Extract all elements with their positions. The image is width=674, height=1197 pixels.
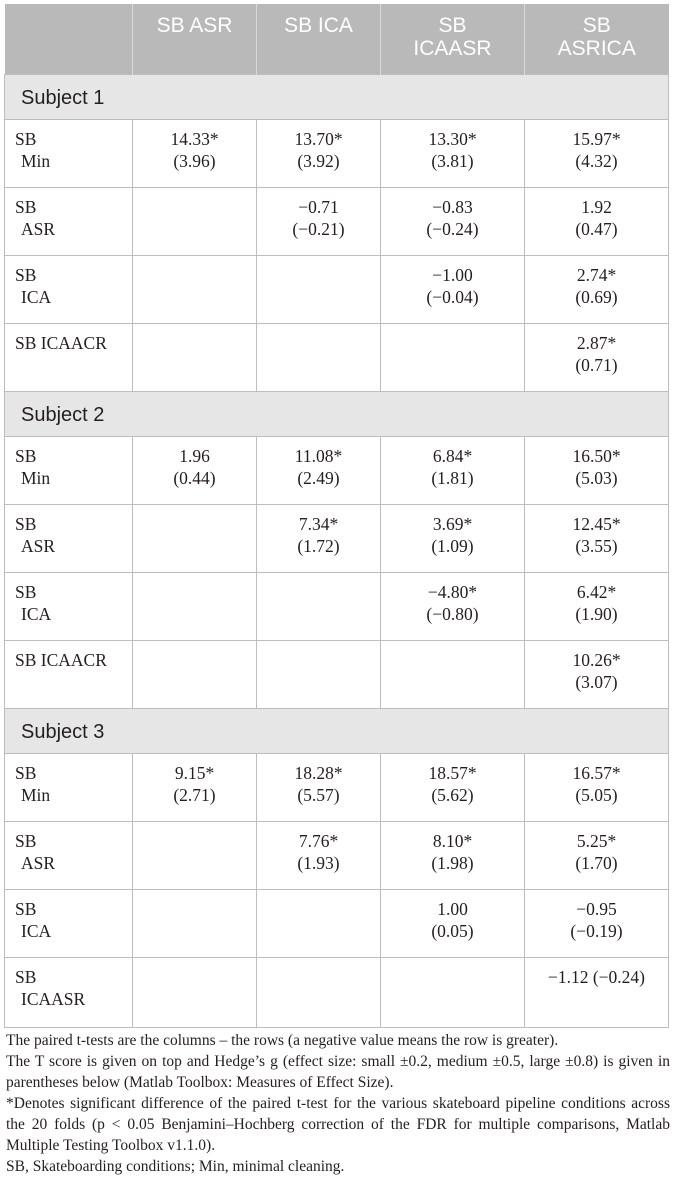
- table-cell: [381, 753, 525, 821]
- table-cell: [133, 889, 257, 957]
- table-cell: [133, 323, 257, 391]
- row-label-line: Min: [21, 150, 51, 171]
- row-label-line: SB: [15, 128, 37, 149]
- t-score: 10.26*: [572, 649, 621, 670]
- row-label-line: Min: [21, 467, 51, 488]
- table-cell: [133, 436, 257, 504]
- subject-group-row: [5, 391, 669, 436]
- table-cell: [525, 753, 669, 821]
- column-header-line: SB: [582, 14, 611, 37]
- t-score: 13.30*: [428, 128, 477, 149]
- hedges-g: (−0.04): [426, 286, 479, 307]
- table-cell: [525, 572, 669, 640]
- table-cell: [257, 957, 381, 1027]
- row-label-line: ICA: [21, 920, 52, 941]
- row-label: [5, 436, 133, 504]
- t-score: −1.12 (−0.24): [547, 966, 646, 987]
- t-score: −0.83: [432, 196, 473, 217]
- hedges-g: (1.90): [575, 603, 618, 624]
- table-cell: [257, 187, 381, 255]
- subject-title: Subject 1: [5, 74, 669, 119]
- table-cell: [381, 640, 525, 708]
- t-score: 1.92: [581, 196, 612, 217]
- table-row: [5, 255, 669, 323]
- table-cell: [257, 640, 381, 708]
- row-label-line: SB: [15, 830, 37, 851]
- hedges-g: (1.93): [297, 852, 340, 873]
- row-label: [5, 753, 133, 821]
- row-label-line: ICA: [21, 603, 52, 624]
- hedges-g: (5.05): [575, 784, 618, 805]
- t-score: 18.28*: [294, 762, 343, 783]
- t-score: 3.69*: [432, 513, 473, 534]
- table-cell: [381, 504, 525, 572]
- table-cell: [525, 889, 669, 957]
- hedges-g: (1.81): [431, 467, 474, 488]
- table-cell: [257, 323, 381, 391]
- header-row: [5, 4, 669, 74]
- table-row: [5, 753, 669, 821]
- table-cell: [257, 572, 381, 640]
- table-row: [5, 957, 669, 1027]
- t-score: 1.00: [437, 898, 468, 919]
- hedges-g: (2.71): [173, 784, 216, 805]
- row-label-line: SB: [15, 898, 37, 919]
- table-cell: [133, 187, 257, 255]
- hedges-g: (0.69): [575, 286, 618, 307]
- t-score: 14.33*: [170, 128, 219, 149]
- table-cell: [381, 187, 525, 255]
- table-row: [5, 436, 669, 504]
- table-cell: [133, 119, 257, 187]
- t-score: −4.80*: [427, 581, 478, 602]
- t-score: 16.50*: [572, 445, 621, 466]
- row-label-line: Min: [21, 784, 51, 805]
- t-score: 12.45*: [572, 513, 621, 534]
- table-row: [5, 821, 669, 889]
- row-label: [5, 821, 133, 889]
- hedges-g: (3.55): [575, 535, 618, 556]
- subject-title: Subject 3: [5, 708, 669, 753]
- column-header-line: ASRICA: [557, 37, 636, 60]
- table-cell: [133, 640, 257, 708]
- subject-group-row: [5, 708, 669, 753]
- footnote-effect-size: The T score is given on top and Hedge’s g (effect size: small ±0.2, medium ±0.5, large ±0.8) is given in parentheses below (Matlab Toolbox: Measures of Effect Size).: [6, 1053, 670, 1091]
- table-cell: [257, 821, 381, 889]
- subject-group-row: [5, 74, 669, 119]
- t-score: −0.95: [576, 898, 617, 919]
- t-score: 5.25*: [576, 830, 617, 851]
- row-label: [5, 187, 133, 255]
- hedges-g: (−0.21): [292, 218, 345, 239]
- t-score: 2.74*: [576, 264, 617, 285]
- t-score: 6.42*: [576, 581, 617, 602]
- hedges-g: (−0.80): [426, 603, 479, 624]
- row-label-line: SB: [15, 762, 37, 783]
- hedges-g: (5.62): [431, 784, 474, 805]
- row-label-line: ASR: [21, 218, 56, 239]
- table-cell: [381, 255, 525, 323]
- table-cell: [257, 119, 381, 187]
- row-label-line: SB: [15, 581, 37, 602]
- table-row: [5, 889, 669, 957]
- table-body: [5, 74, 669, 1027]
- header-corner-cell: [5, 4, 133, 74]
- hedges-g: (1.98): [431, 852, 474, 873]
- footnote-columns: The paired t-tests are the columns – the rows (a negative value means the row is greater).: [6, 1032, 559, 1049]
- row-label: [5, 957, 133, 1027]
- subject-title: Subject 2: [5, 391, 669, 436]
- t-score: 7.34*: [298, 513, 339, 534]
- table-cell: [525, 255, 669, 323]
- table-cell: [525, 187, 669, 255]
- row-label: [5, 504, 133, 572]
- table-cell: [381, 436, 525, 504]
- row-label: [5, 572, 133, 640]
- table-row: [5, 119, 669, 187]
- row-label-line: SB: [15, 445, 37, 466]
- column-header-line: SB: [438, 14, 467, 37]
- table-cell: [525, 119, 669, 187]
- hedges-g: (5.03): [575, 467, 618, 488]
- table-cell: [525, 323, 669, 391]
- column-header: [525, 4, 669, 74]
- results-table: [4, 4, 669, 1028]
- row-label: [5, 119, 133, 187]
- t-score: 15.97*: [572, 128, 621, 149]
- table-cell: [525, 436, 669, 504]
- t-score: 7.76*: [298, 830, 339, 851]
- table-cell: [525, 957, 669, 1027]
- column-header-line: SB ASR: [156, 14, 233, 37]
- t-score: 2.87*: [576, 332, 617, 353]
- table-cell: [525, 640, 669, 708]
- table-cell: [257, 255, 381, 323]
- table-cell: [381, 323, 525, 391]
- table-cell: [257, 436, 381, 504]
- hedges-g: (0.47): [575, 218, 618, 239]
- column-header: [257, 4, 381, 74]
- t-score: 16.57*: [572, 762, 621, 783]
- hedges-g: (2.49): [297, 467, 340, 488]
- hedges-g: (1.72): [297, 535, 340, 556]
- table-cell: [133, 753, 257, 821]
- row-label: [5, 640, 133, 708]
- hedges-g: (−0.19): [570, 920, 623, 941]
- row-label-line: ICAASR: [21, 988, 86, 1009]
- t-score: 8.10*: [432, 830, 473, 851]
- hedges-g: (−0.24): [426, 218, 479, 239]
- hedges-g: (0.71): [575, 354, 618, 375]
- row-label-line: SB: [15, 966, 37, 987]
- hedges-g: (3.07): [575, 671, 618, 692]
- table-cell: [133, 504, 257, 572]
- table-header: [5, 4, 669, 74]
- column-header-line: SB ICA: [284, 14, 353, 37]
- table-cell: [381, 572, 525, 640]
- hedges-g: (5.57): [297, 784, 340, 805]
- table-cell: [525, 821, 669, 889]
- t-score: −1.00: [432, 264, 473, 285]
- table-cell: [133, 572, 257, 640]
- t-score: 9.15*: [174, 762, 215, 783]
- table-cell: [381, 889, 525, 957]
- row-label-line: SB ICAACR: [15, 332, 107, 353]
- column-header-line: ICAASR: [413, 37, 492, 60]
- table-cell: [133, 957, 257, 1027]
- row-label: [5, 323, 133, 391]
- table-cell: [257, 753, 381, 821]
- hedges-g: (4.32): [575, 150, 618, 171]
- row-label-line: ICA: [21, 286, 52, 307]
- table-cell: [381, 957, 525, 1027]
- table-row: [5, 572, 669, 640]
- row-label-line: ASR: [21, 535, 56, 556]
- hedges-g: (0.44): [173, 467, 216, 488]
- hedges-g: (1.09): [431, 535, 474, 556]
- row-label: [5, 255, 133, 323]
- table-cell: [381, 821, 525, 889]
- t-score: 6.84*: [432, 445, 473, 466]
- table-row: [5, 640, 669, 708]
- table-row: [5, 504, 669, 572]
- row-label-line: SB: [15, 264, 37, 285]
- row-label: [5, 889, 133, 957]
- t-score: 11.08*: [294, 445, 343, 466]
- table-cell: [257, 504, 381, 572]
- table-cell: [133, 255, 257, 323]
- column-header: [133, 4, 257, 74]
- row-label-line: SB: [15, 513, 37, 534]
- t-score: −0.71: [298, 196, 339, 217]
- table-footnotes: [6, 1030, 670, 1177]
- row-label-line: SB ICAACR: [15, 649, 107, 670]
- t-score: 18.57*: [428, 762, 477, 783]
- t-score: 13.70*: [294, 128, 343, 149]
- row-label-line: ASR: [21, 852, 56, 873]
- hedges-g: (1.70): [575, 852, 618, 873]
- hedges-g: (3.81): [431, 150, 474, 171]
- hedges-g: (3.92): [297, 150, 340, 171]
- row-label-line: SB: [15, 196, 37, 217]
- column-header: [381, 4, 525, 74]
- table-cell: [257, 889, 381, 957]
- hedges-g: (3.96): [173, 150, 216, 171]
- table-row: [5, 187, 669, 255]
- table-cell: [381, 119, 525, 187]
- hedges-g: (0.05): [431, 920, 474, 941]
- table-row: [5, 323, 669, 391]
- table-cell: [133, 821, 257, 889]
- footnote-abbreviations: SB, Skateboarding conditions; Min, minimal cleaning.: [6, 1158, 345, 1175]
- t-score: 1.96: [179, 445, 210, 466]
- table-cell: [525, 504, 669, 572]
- footnote-significance: *Denotes significant difference of the paired t-test for the various skateboard pipeline conditions across the 20 folds (p < 0.05 Benjamini–Hochberg correction of the FDR for multiple comparisons, Matlab Multiple Testing Toolbox v1.1.0).: [6, 1095, 670, 1154]
